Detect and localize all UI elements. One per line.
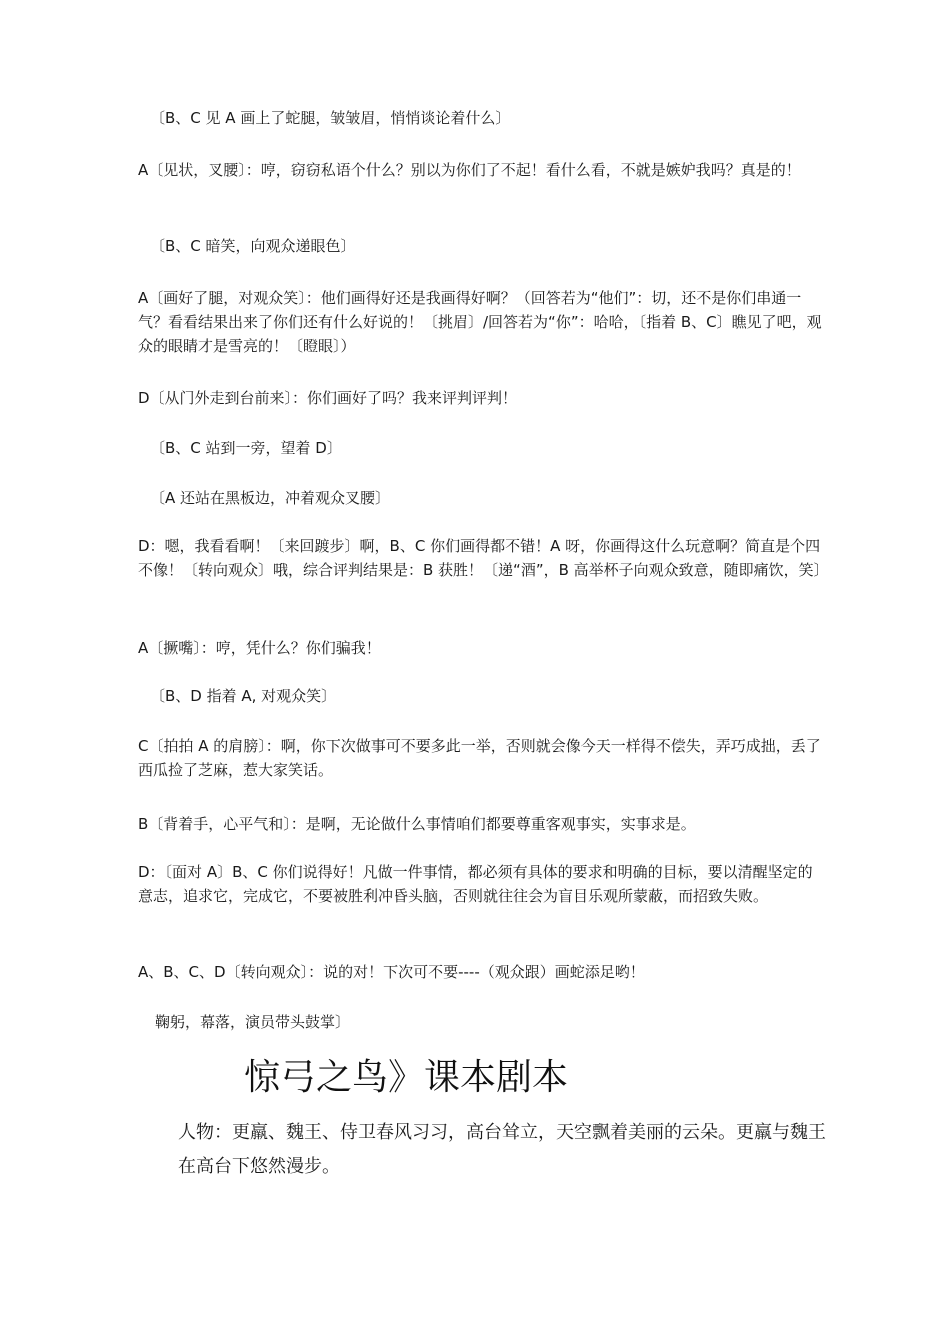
stage-direction: 鞠躬，幕落，演员带头鼓掌〕 bbox=[155, 1013, 351, 1031]
dialogue-line: C〔拍拍 A 的肩膀〕：啊，你下次做事可不要多此一举，否则就会像今天一样得不偿失，弄巧成拙，丢了西瓜捡了芝麻，惹大家笑话。 bbox=[138, 737, 821, 779]
dialogue-line: B〔背着手，心平气和〕：是啊，无论做什么事情咱们都要尊重客观事实，实事求是。 bbox=[138, 815, 696, 833]
dialogue-line: A〔见状，叉腰〕：哼，窃窃私语个什么？别以为你们了不起！看什么看，不就是嫉妒我吗？真是的！ bbox=[138, 161, 801, 179]
dialogue-line: A、B、C、D〔转向观众〕：说的对！下次可不要----（观众跟）画蛇添足哟！ bbox=[138, 963, 645, 981]
dialogue-line: D：〔面对 A〕B、C 你们说得好！凡做一件事情，都必须有具体的要求和明确的目标，要以清醒坚定的意志，追求它，完成它，不要被胜利冲昏头脑，否则就往往会为盲目乐观所蒙蔽，而招致失败。 bbox=[138, 863, 813, 905]
dialogue-line: A〔撅嘴〕：哼，凭什么？你们骗我！ bbox=[138, 639, 381, 657]
stage-direction: 〔B、D 指着 A, 对观众笑〕 bbox=[150, 687, 337, 705]
stage-direction: 〔B、C 暗笑，向观众递眼色〕 bbox=[150, 237, 356, 255]
section-title: 惊弓之鸟》课本剧本 bbox=[244, 1057, 569, 1098]
stage-direction: 〔A 还站在黑板边，冲着观众叉腰〕 bbox=[150, 489, 391, 507]
dialogue-line: A〔画好了腿，对观众笑〕：他们画得好还是我画得好啊？（回答若为“他们”：切，还不是你们串通一气？看看结果出来了你们还有什么好说的！〔挑眉〕/回答若为“你”：哈哈，〔指着 B、C〕瞧见了吧，观众的眼睛才是雪亮的！〔瞪眼〕） bbox=[138, 289, 822, 355]
dialogue-line: D〔从门外走到台前来〕：你们画好了吗？我来评判评判！ bbox=[138, 389, 518, 407]
stage-direction: 〔B、C 见 A 画上了蛇腿，皱皱眉，悄悄谈论着什么〕 bbox=[150, 109, 511, 127]
character-intro: 人物：更羸、魏王、侍卫春风习习，高台耸立，天空飘着美丽的云朵。更羸与魏王在高台下悠然漫步。 bbox=[178, 1122, 826, 1177]
dialogue-line: D：嗯，我看看啊！〔来回踱步〕啊，B、C 你们画得都不错！A 呀，你画得这什么玩意啊？简直是个四不像！〔转向观众〕哦，综合评判结果是：B 获胜！〔递“酒”，B 高举杯子向观众致意，随即痛饮，笑〕 bbox=[138, 537, 829, 579]
stage-direction: 〔B、C 站到一旁，望着 D〕 bbox=[150, 439, 342, 457]
